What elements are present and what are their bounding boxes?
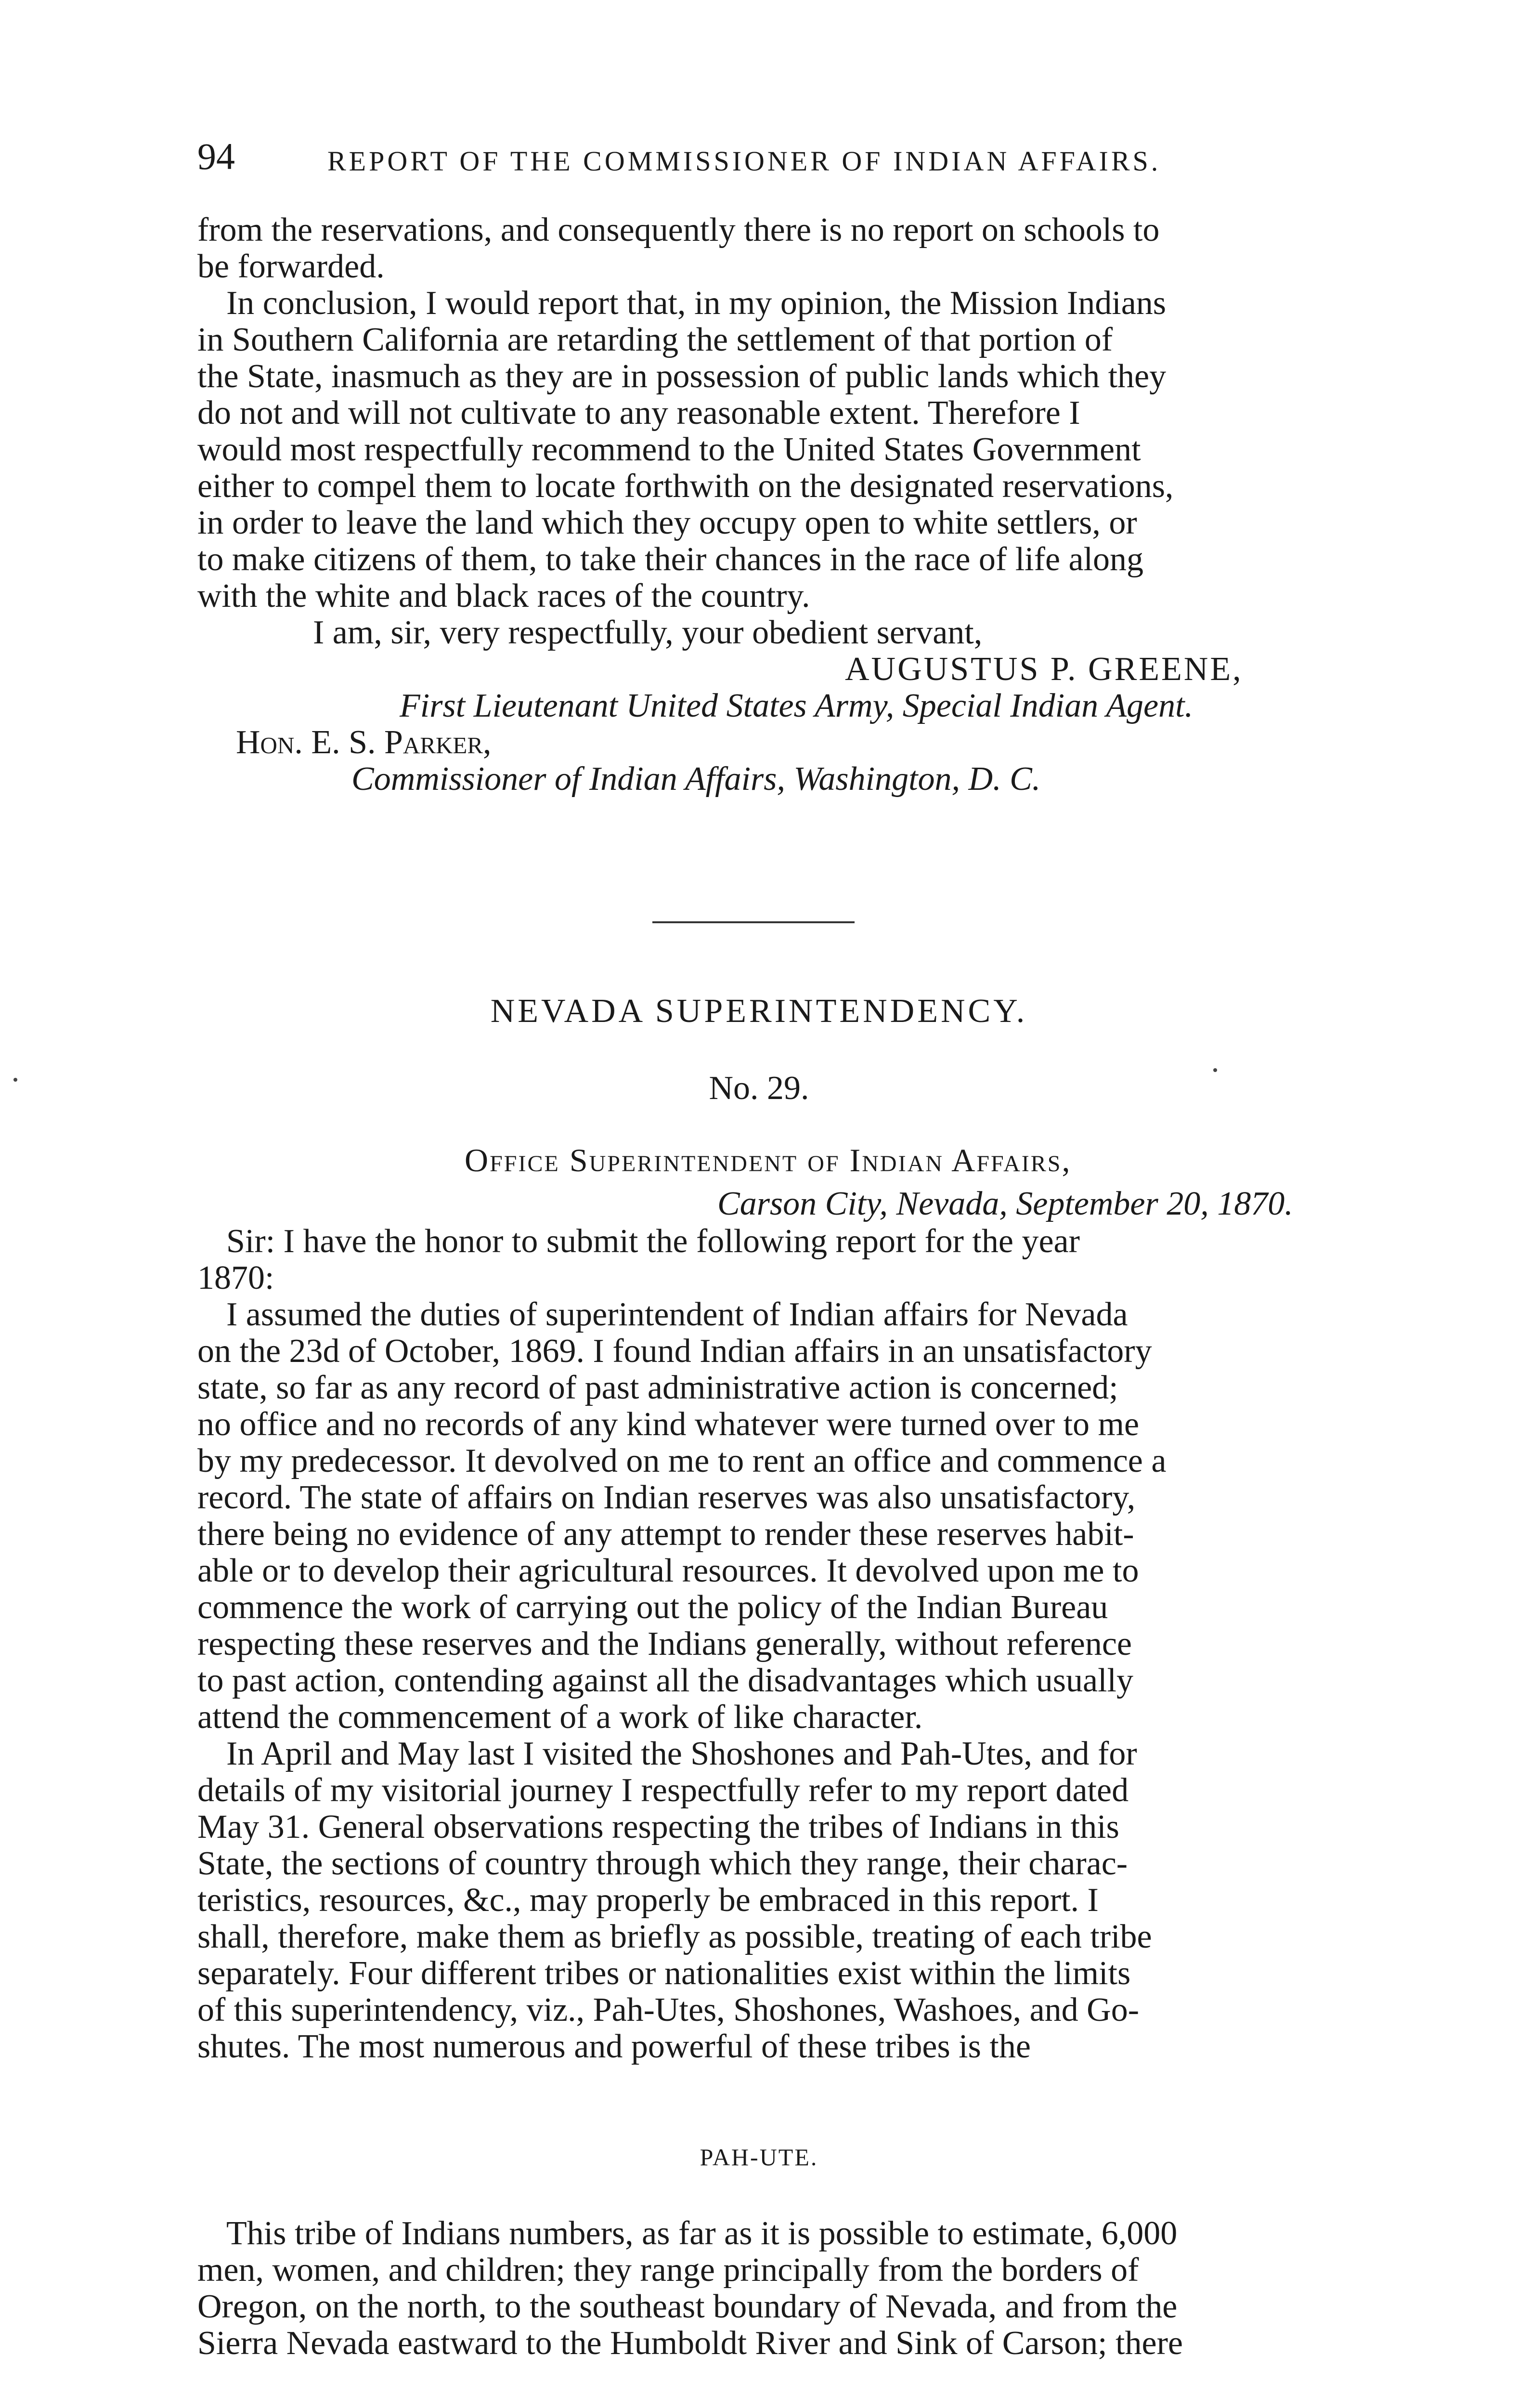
body-line: there being no evidence of any attempt to render these reserves habit- [197, 1516, 1134, 1553]
signature-name: AUGUSTUS P. GREENE, [845, 651, 1243, 688]
body-line: in Southern California are retarding the settlement of that portion of [197, 321, 1113, 358]
body-line: respecting these reserves and the Indians generally, without reference [197, 1625, 1132, 1662]
body-line: shutes. The most numerous and powerful of these tribes is the [197, 2028, 1031, 2065]
body-line: no office and no records of any kind whatever were turned over to me [197, 1406, 1140, 1443]
scan-speck [1213, 1068, 1217, 1072]
section-title: NEVADA SUPERINTENDENCY. [490, 993, 1028, 1030]
body-line: May 31. General observations respecting the tribes of Indians in this [197, 1808, 1119, 1845]
body-line: This tribe of Indians numbers, as far as it is possible to estimate, 6,000 [226, 2215, 1178, 2252]
body-line: to make citizens of them, to take their chances in the race of life along [197, 541, 1144, 578]
body-line: in order to leave the land which they occupy open to white settlers, or [197, 504, 1137, 541]
body-line: would most respectfully recommend to the United States Government [197, 431, 1141, 468]
body-line: with the white and black races of the country. [197, 577, 810, 615]
body-line: Oregon, on the north, to the southeast boundary of Nevada, and from the [197, 2288, 1178, 2325]
body-line: state, so far as any record of past administrative action is concerned; [197, 1369, 1118, 1406]
body-line: by my predecessor. It devolved on me to rent an office and commence a [197, 1442, 1167, 1479]
section-divider [652, 921, 855, 923]
letter-body [197, 212, 1473, 798]
body-line: separately. Four different tribes or nationalities exist within the limits [197, 1955, 1131, 1992]
body-line: to past action, contending against all the disadvantages which usually [197, 1662, 1133, 1699]
addressee-title: Commissioner of Indian Affairs, Washington, D. C. [351, 760, 1041, 798]
body-line: In April and May last I visited the Shoshones and Pah-Utes, and for [226, 1735, 1137, 1772]
body-line: teristics, resources, &c., may properly be embraced in this report. I [197, 1882, 1099, 1919]
body-line: able or to develop their agricultural resources. It devolved upon me to [197, 1552, 1139, 1589]
body-line: State, the sections of country through which they range, their charac- [197, 1845, 1128, 1882]
page-number: 94 [197, 135, 235, 177]
body-line: 1870: [197, 1259, 274, 1296]
running-header [197, 130, 1362, 183]
subsection-title: PAH-UTE. [700, 2144, 818, 2171]
body-line: attend the commencement of a work of like character. [197, 1699, 923, 1736]
body-line: either to compel them to locate forthwith on the designated reservations, [197, 468, 1174, 505]
body-line: the State, inasmuch as they are in possession of public lands which they [197, 358, 1167, 395]
signature-title: First Lieutenant United States Army, Special Indian Agent. [400, 687, 1194, 724]
addressee-name: Hon. E. S. Parker, [236, 724, 492, 761]
body-line: Sierra Nevada eastward to the Humboldt River and Sink of Carson; there [197, 2325, 1183, 2362]
body-line: do not and will not cultivate to any reasonable extent. Therefore I [197, 394, 1080, 432]
body-line: I assumed the duties of superintendent of Indian affairs for Nevada [226, 1296, 1128, 1333]
body-line: be forwarded. [197, 248, 385, 285]
body-line: Sir: I have the honor to submit the following report for the year [226, 1223, 1080, 1260]
place-date-line: Carson City, Nevada, September 20, 1870. [717, 1185, 1293, 1222]
subsection-body [197, 2215, 1473, 2362]
report-body [197, 1223, 1473, 2065]
body-line: on the 23d of October, 1869. I found Indian affairs in an unsatisfactory [197, 1333, 1152, 1370]
closing-line: I am, sir, very respectfully, your obedient servant, [313, 614, 983, 651]
body-line: shall, therefore, make them as briefly as possible, treating of each tribe [197, 1918, 1152, 1955]
scan-speck [13, 1078, 17, 1082]
body-line: In conclusion, I would report that, in my opinion, the Mission Indians [226, 285, 1167, 322]
running-title: REPORT OF THE COMMISSIONER OF INDIAN AFFAIRS. [327, 145, 1161, 177]
body-line: commence the work of carrying out the policy of the Indian Bureau [197, 1589, 1108, 1626]
body-line: details of my visitorial journey I respectfully refer to my report dated [197, 1772, 1129, 1809]
body-line: from the reservations, and consequently there is no report on schools to [197, 211, 1160, 249]
body-line: men, women, and children; they range principally from the borders of [197, 2251, 1139, 2289]
office-heading: Office Superintendent of Indian Affairs, [465, 1142, 1072, 1178]
body-line: record. The state of affairs on Indian reserves was also unsatisfactory, [197, 1479, 1136, 1516]
document-number: No. 29. [709, 1070, 809, 1107]
body-line: of this superintendency, viz., Pah-Utes, Shoshones, Washoes, and Go- [197, 1991, 1140, 2028]
